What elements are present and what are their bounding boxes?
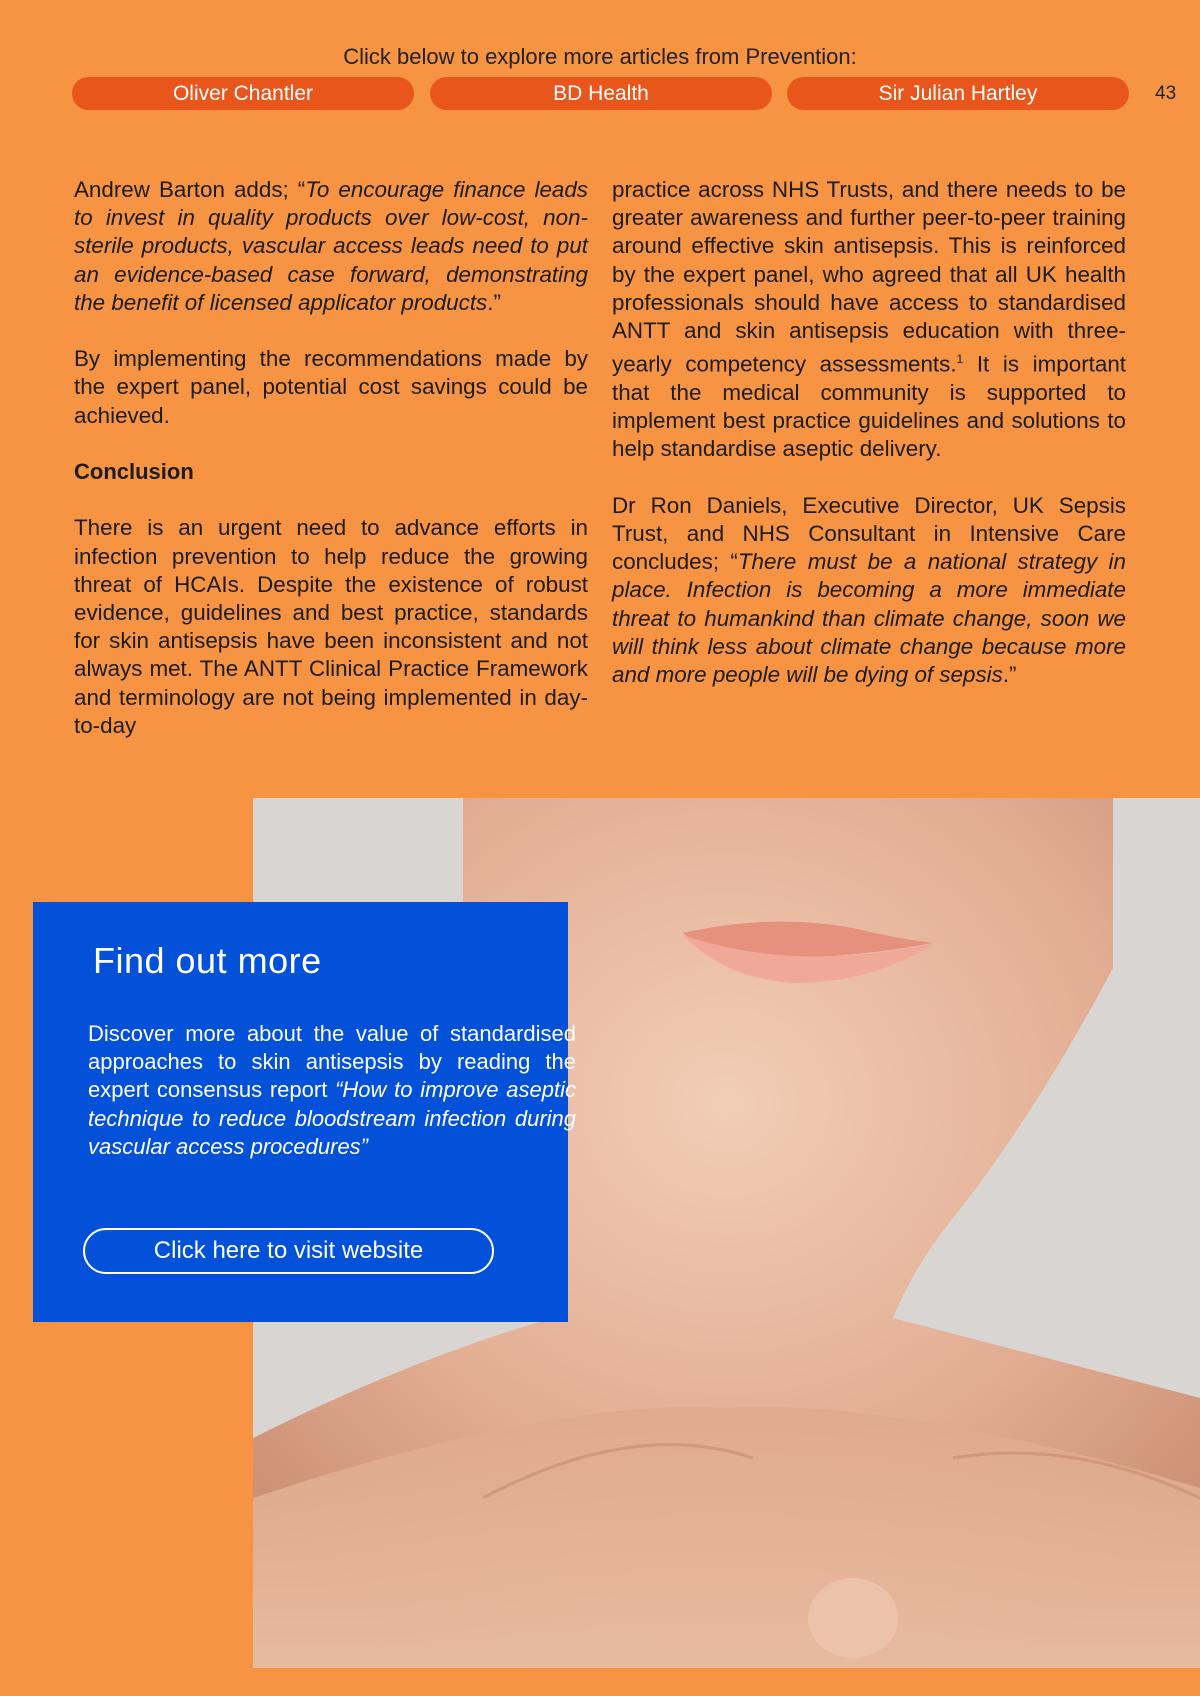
daniels-quote-end: .” — [1002, 661, 1017, 687]
footnote-ref: 1 — [956, 352, 964, 367]
daniels-quote-paragraph — [612, 492, 1126, 689]
card-text — [88, 1020, 576, 1161]
nav-button-bd-health[interactable]: BD Health — [430, 77, 772, 110]
barton-quote: To encourage finance leads to invest in quality products over low-cost, non-sterile products, vascular access leads need to put an evidence-based case forward, demonstrating the benefit of licensed applicator products — [74, 177, 588, 315]
practice-text: practice across NHS Trusts, and there needs to be greater awareness and further peer-to-peer training around effective skin antisepsis. This is reinforced by the expert panel, who agreed that all UK health professionals should have access to standardised ANTT and skin antisepsis education with three-yearly competency assessments. — [612, 177, 1126, 377]
barton-quote-end: .” — [487, 289, 501, 315]
left-column — [74, 176, 588, 768]
practice-paragraph — [612, 176, 1126, 464]
daniels-quote-lead: Dr Ron Daniels, Executive Director, UK Sepsis Trust, and NHS Consultant in Intensive Care concludes; “ — [612, 492, 1126, 575]
visit-website-button[interactable]: Click here to visit website — [83, 1228, 494, 1274]
cost-savings-paragraph: By implementing the recommendations made by the expert panel, potential cost savings could be achieved. — [74, 346, 588, 428]
card-title: Find out more — [93, 940, 322, 981]
daniels-quote: There must be a national strategy in place. Infection is becoming a more immediate threat to humankind than climate change, soon we will think less about climate change because more and more people will be dying of sepsis — [612, 549, 1126, 687]
barton-quote-lead: Andrew Barton adds; “ — [74, 177, 306, 202]
right-column — [612, 176, 1126, 717]
practice-text-cont: It is important that the medical community is supported to implement best practice guidelines and solutions to help standardise aseptic delivery. — [612, 351, 1126, 462]
card-text-lead: Discover more about the value of standardised approaches to skin antisepsis by reading the expert consensus report — [88, 1021, 576, 1103]
find-out-more-card — [33, 902, 576, 1322]
barton-quote-paragraph — [74, 176, 588, 317]
conclusion-paragraph: There is an urgent need to advance efforts in infection prevention to help reduce the growing threat of HCAIs. Despite the existence of robust evidence, guidelines and best practice, standards for skin antisepsis have been inconsistent and not always met. The ANTT Clinical Practice Framework and terminology are not being implemented in day-to-day — [74, 515, 588, 738]
nav-button-oliver-chantler[interactable]: Oliver Chantler — [72, 77, 414, 110]
conclusion-heading: Conclusion — [74, 459, 194, 484]
page-number: 43 — [1155, 83, 1177, 104]
nav-intro: Click below to explore more articles from Prevention: — [343, 44, 857, 69]
nav-button-sir-julian-hartley[interactable]: Sir Julian Hartley — [787, 77, 1129, 110]
report-title: “How to improve aseptic technique to reduce bloodstream infection during vascular access procedures” — [88, 1077, 576, 1159]
